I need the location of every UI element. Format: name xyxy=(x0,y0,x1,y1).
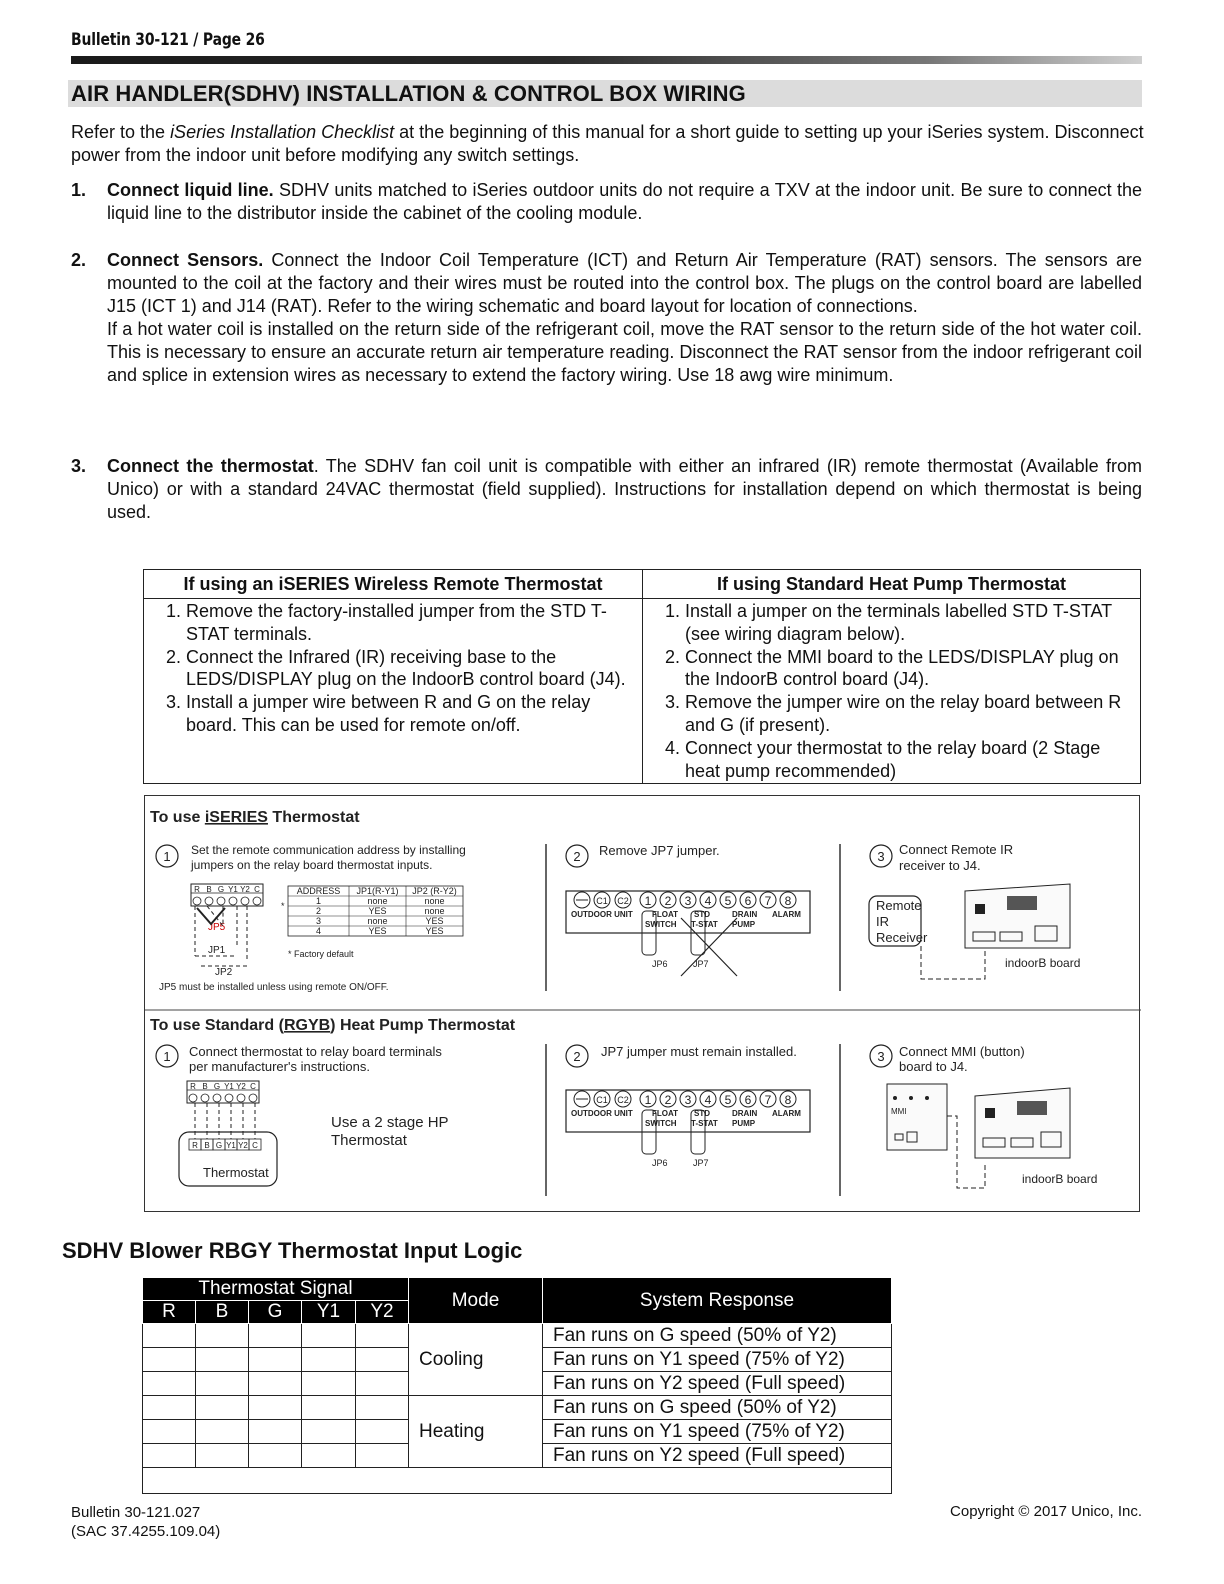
terminal-group-label: PUMP xyxy=(732,920,756,929)
jp6-label: JP6 xyxy=(652,1158,668,1168)
address-table-cell: 4 xyxy=(315,926,322,936)
standard-section-title: To use Standard (RGYB) Heat Pump Thermostat xyxy=(150,1017,516,1034)
step-2 xyxy=(71,249,1142,387)
step-number: 1 xyxy=(163,1049,171,1064)
terminal-label: Y2 xyxy=(236,1082,246,1091)
intro-text-end: at the beginning of this manual for a short guide to setting up your iSeries system. Disconnect power from the indoor unit before modifying any switch settings. xyxy=(71,122,1144,165)
step-extra-text: If a hot water coil is installed on the return side of the refrigerant coil, move the RAT sensor to the return side of the hot water coil. This is necessary to ensure an accurate return air temperature reading. Disconnect the RAT sensor from the indoor refrigerant coil and splice in extension wires as necessary to extend the factory wiring. Use 18 awg wire minimum. xyxy=(107,319,1142,385)
terminal-screw xyxy=(241,897,249,905)
step-text: Connect the Indoor Coil Temperature (ICT) and Return Air Temperature (RAT) sensors. The sensors are mounted to the coil at the factory and their wires must be routed into the control box. The plugs on the control board are labelled J15 (ICT 1) and J14 (RAT). Refer to the wiring schematic and board layout for location of connections. xyxy=(107,250,1142,316)
terminal-number: 6 xyxy=(744,1093,752,1107)
terminal-screw xyxy=(229,897,237,905)
terminal-c2: C2 xyxy=(617,896,629,906)
address-table-cell: none xyxy=(367,896,388,906)
address-table-cell: none xyxy=(424,896,445,906)
address-table-cell: 2 xyxy=(315,906,322,916)
terminal-group-label: OUTDOOR UNIT xyxy=(571,910,633,919)
terminal-group-label: FLOAT xyxy=(652,1109,679,1118)
step-text: . The SDHV fan coil unit is compatible with either an infrared (IR) remote thermostat (Available from Unico) or with a standard 24VAC thermostat (field supplied). Instructions for installation depend on which thermostat is being used. xyxy=(107,456,1142,522)
terminal-label: Y2 xyxy=(238,1141,248,1150)
terminal-screw xyxy=(213,1094,221,1102)
terminal-label: R xyxy=(190,1082,196,1091)
relay-terminal-block xyxy=(191,884,263,906)
step-number: 1. xyxy=(71,180,87,200)
step-number: 3 xyxy=(877,849,885,864)
terminal-label: C xyxy=(254,885,260,894)
terminal-label: Y2 xyxy=(240,885,250,894)
use-hp-label: Thermostat xyxy=(331,1132,407,1149)
response-cell: Fan runs on Y2 speed (Full speed) xyxy=(543,1444,892,1468)
signal-g-header: G xyxy=(249,1301,302,1324)
list-item: 1. Install a jumper on the terminals labelled STD T-STAT (see wiring diagram below). xyxy=(685,600,1130,646)
iseries-instructions xyxy=(144,599,643,784)
terminal-group-label: FLOAT xyxy=(652,910,679,919)
response-cell: Fan runs on G speed (50% of Y2) xyxy=(543,1396,892,1420)
terminal-group-label: ALARM xyxy=(772,1109,801,1118)
factory-default-note: * Factory default xyxy=(288,949,354,959)
terminal-group-label: SWITCH xyxy=(645,1119,677,1128)
response-cell: Fan runs on G speed (50% of Y2) xyxy=(543,1324,892,1348)
jp7-label: JP7 xyxy=(693,1158,709,1168)
terminal-label: B xyxy=(206,885,212,894)
step-number: 2 xyxy=(573,849,581,864)
thermostat-label: Thermostat xyxy=(203,1165,269,1180)
indoorb-board-label: indoorB board xyxy=(1022,1172,1098,1186)
terminal-group-label: PUMP xyxy=(732,1119,756,1128)
signal-r-header: R xyxy=(143,1301,196,1324)
thermostat-logic-table xyxy=(142,1277,892,1494)
response-cell: Fan runs on Y1 speed (75% of Y2) xyxy=(543,1348,892,1372)
step-instruction: JP7 jumper must remain installed. xyxy=(601,1044,797,1059)
standard-instructions xyxy=(643,599,1141,784)
terminal-number: 1 xyxy=(644,1093,652,1107)
standard-column-header: If using Standard Heat Pump Thermostat xyxy=(643,570,1141,599)
header-rule xyxy=(71,56,1142,64)
logic-table-title: SDHV Blower RBGY Thermostat Input Logic xyxy=(62,1238,523,1263)
step-instruction: receiver to J4. xyxy=(899,858,981,873)
heating-mode: Heating xyxy=(409,1396,543,1468)
terminal-group-label: OUTDOOR UNIT xyxy=(571,1109,633,1118)
address-table-cell: 1 xyxy=(315,896,322,906)
step-lead: Connect liquid line. xyxy=(107,180,274,200)
terminal-screw xyxy=(201,1094,209,1102)
terminal-group-label: STD xyxy=(694,910,710,919)
terminal-screw xyxy=(249,1094,257,1102)
terminal-label: G xyxy=(215,1141,223,1150)
jp1-label: JP1 xyxy=(208,945,226,956)
signal-y1-header: Y1 xyxy=(302,1301,356,1324)
terminal-screw xyxy=(217,897,225,905)
signal-b-header: B xyxy=(196,1301,249,1324)
terminal-label: Y1 xyxy=(224,1082,234,1091)
address-table-cell: 3 xyxy=(315,916,322,926)
step-instruction: Connect thermostat to relay board terminals xyxy=(189,1044,442,1059)
list-item: 2. Connect the MMI board to the LEDS/DISPLAY plug on the IndoorB control board (J4). xyxy=(685,646,1130,692)
list-item: 2. Connect the Infrared (IR) receiving base to the LEDS/DISPLAY plug on the IndoorB control board (J4). xyxy=(186,646,632,692)
list-item: 4. Connect your thermostat to the relay board (2 Stage heat pump recommended) xyxy=(685,737,1130,783)
use-hp-label: Use a 2 stage HP xyxy=(331,1114,449,1131)
cooling-mode: Cooling xyxy=(409,1324,543,1396)
terminal-screw xyxy=(253,897,261,905)
iseries-section-title: To use iSERIES Thermostat xyxy=(150,809,360,826)
section-title: AIR HANDLER(SDHV) INSTALLATION & CONTROL BOX WIRING xyxy=(71,81,746,106)
terminal-number: 1 xyxy=(644,894,652,908)
thermostat-options-table xyxy=(143,569,1141,784)
address-table-header: JP1(R-Y1) xyxy=(356,886,399,896)
iseries-column-header: If using an iSERIES Wireless Remote Thermostat xyxy=(144,570,643,599)
terminal-group-label: DRAIN xyxy=(732,910,758,919)
response-cell: Fan runs on Y2 speed (Full speed) xyxy=(543,1372,892,1396)
terminal-number: 7 xyxy=(764,1093,772,1107)
terminal-screw xyxy=(189,1094,197,1102)
step-instruction: jumpers on the relay board thermostat inputs. xyxy=(191,858,433,872)
footer-copyright: Copyright © 2017 Unico, Inc. xyxy=(950,1503,1142,1520)
jp5-note: JP5 must be installed unless using remote ON/OFF. xyxy=(159,982,389,993)
terminal-label: R xyxy=(192,1141,198,1150)
table-row xyxy=(143,1396,892,1420)
terminal-c2: C2 xyxy=(617,1095,629,1105)
intro-text-start: Refer to the xyxy=(71,122,171,142)
terminal-number: 8 xyxy=(784,894,792,908)
terminal-number: 2 xyxy=(664,894,672,908)
list-item: 1. Remove the factory-installed jumper from the STD T-STAT terminals. xyxy=(186,600,632,646)
indoorb-board-label: indoorB board xyxy=(1005,956,1081,970)
terminal-label: R xyxy=(194,885,200,894)
terminal-screw xyxy=(193,897,201,905)
terminal-group-label: T-STAT xyxy=(691,920,718,929)
terminal-label: Y1 xyxy=(228,885,238,894)
footer-sac-number: (SAC 37.4255.109.04) xyxy=(71,1523,221,1540)
terminal-label: G xyxy=(217,885,225,894)
step-number: 1 xyxy=(163,849,171,864)
mode-header: Mode xyxy=(409,1278,543,1324)
remote-ir-label: IR xyxy=(876,914,889,929)
step-number: 3 xyxy=(877,1049,885,1064)
relay-board-terminals xyxy=(566,1090,810,1168)
jp7-label: JP7 xyxy=(693,959,709,969)
table-row-empty xyxy=(143,1468,892,1494)
terminal-number: 3 xyxy=(684,1093,692,1107)
terminal-label: G xyxy=(213,1082,221,1091)
step-lead: Connect Sensors. xyxy=(107,250,264,270)
address-table-cell: none xyxy=(424,906,445,916)
terminal-number: 8 xyxy=(784,1093,792,1107)
terminal-group-label: STD xyxy=(694,1109,710,1118)
terminal-label: C xyxy=(252,1141,258,1150)
list-item: 3. Install a jumper wire between R and G on the relay board. This can be used for remote on/off. xyxy=(186,691,632,737)
terminal-number: 6 xyxy=(744,894,752,908)
terminal-group-label: DRAIN xyxy=(732,1109,758,1118)
terminal-group-label: T-STAT xyxy=(691,1119,718,1128)
step-number: 2. xyxy=(71,250,87,270)
terminal-number: 7 xyxy=(764,894,772,908)
footer-bulletin xyxy=(71,1503,220,1541)
terminal-number: 4 xyxy=(704,1093,712,1107)
step-lead: Connect the thermostat xyxy=(107,456,314,476)
step-instruction: Connect Remote IR xyxy=(899,842,1014,857)
checklist-reference: iSeries Installation Checklist xyxy=(170,122,395,142)
terminal-number: 5 xyxy=(724,894,732,908)
address-table-cell: YES xyxy=(425,926,444,936)
terminal-label: Y1 xyxy=(226,1141,236,1150)
step-instruction: Set the remote communication address by installing xyxy=(191,843,466,857)
terminal-number: 3 xyxy=(684,894,692,908)
remote-ir-label: Remote xyxy=(876,898,922,913)
address-table-cell: YES xyxy=(368,926,387,936)
terminal-screw xyxy=(225,1094,233,1102)
step-instruction: Remove JP7 jumper. xyxy=(599,843,720,858)
terminal-label: B xyxy=(204,1141,210,1150)
relay-terminal-block xyxy=(187,1081,259,1103)
address-table-header: ADDRESS xyxy=(296,886,341,896)
thermostat-wires xyxy=(195,1103,255,1139)
relay-board-terminals xyxy=(566,891,810,969)
response-cell: Fan runs on Y1 speed (75% of Y2) xyxy=(543,1420,892,1444)
terminal-number: 5 xyxy=(724,1093,732,1107)
terminal-group-label: ALARM xyxy=(772,910,801,919)
table-row xyxy=(143,1324,892,1348)
mmi-label: MMI xyxy=(891,1107,907,1116)
address-table-cell: none xyxy=(367,916,388,926)
step-number: 2 xyxy=(573,1049,581,1064)
ir-connection-wire xyxy=(921,946,985,979)
indoorb-board-top xyxy=(965,884,1070,948)
asterisk: * xyxy=(281,901,285,911)
jp5-label: JP5 xyxy=(208,922,226,933)
step-number: 3. xyxy=(71,456,87,476)
address-table-header: JP2 (R-Y2) xyxy=(412,886,457,896)
remote-ir-label: Receiver xyxy=(876,930,928,945)
step-instruction: per manufacturer's instructions. xyxy=(189,1059,370,1074)
intro-paragraph xyxy=(71,121,1145,167)
list-item: 3. Remove the jumper wire on the relay board between R and G (if present). xyxy=(685,691,1130,737)
terminal-screw xyxy=(205,897,213,905)
address-table-cell: YES xyxy=(425,916,444,926)
thermostat-signal-header: Thermostat Signal xyxy=(143,1278,409,1301)
footer-bulletin-number: Bulletin 30-121.027 xyxy=(71,1504,201,1521)
system-response-header: System Response xyxy=(543,1278,892,1324)
jp6-label: JP6 xyxy=(652,959,668,969)
step-instruction: Connect MMI (button) xyxy=(899,1044,1025,1059)
bulletin-page-header: Bulletin 30-121 / Page 26 xyxy=(71,30,265,50)
step-1 xyxy=(71,179,1142,225)
jp2-label: JP2 xyxy=(215,967,233,978)
terminal-label: B xyxy=(202,1082,208,1091)
terminal-number: 2 xyxy=(664,1093,672,1107)
terminal-number: 4 xyxy=(704,894,712,908)
address-table-cell: YES xyxy=(368,906,387,916)
address-table xyxy=(288,886,463,936)
step-3 xyxy=(71,455,1142,524)
terminal-label: C xyxy=(250,1082,256,1091)
step-instruction: board to J4. xyxy=(899,1059,968,1074)
wiring-diagram xyxy=(144,795,1140,1212)
terminal-c1: C1 xyxy=(596,1095,608,1105)
terminal-group-label: SWITCH xyxy=(645,920,677,929)
terminal-screw xyxy=(237,1094,245,1102)
terminal-c1: C1 xyxy=(596,896,608,906)
signal-y2-header: Y2 xyxy=(356,1301,409,1324)
step-text: SDHV units matched to iSeries outdoor units do not require a TXV at the indoor unit. Be sure to connect the liquid line to the distributor inside the cabinet of the cooling module. xyxy=(107,180,1142,223)
